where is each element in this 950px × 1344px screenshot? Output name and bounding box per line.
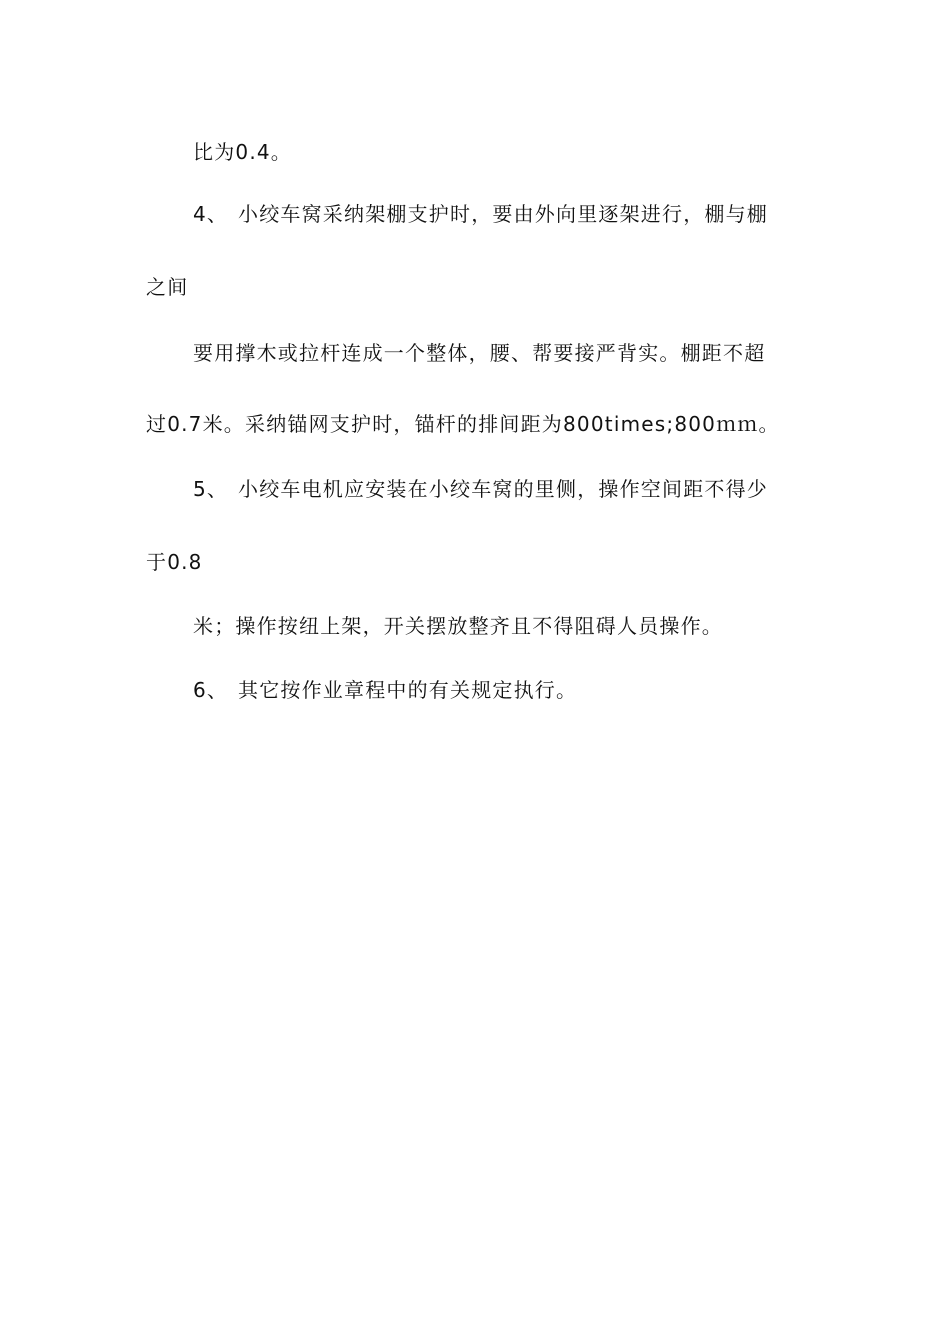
text-line xyxy=(146,549,203,575)
line-text: 过0.7米。采纳锚网支护时，锚杆的排间距为800times;800ｍｍ。 xyxy=(146,412,780,436)
list-item-text: 其它按作业章程中的有关规定执行。 xyxy=(238,678,578,702)
text-line xyxy=(193,613,723,639)
list-item-text: 小绞车窝采纳架棚支护时，要由外向里逐架进行，棚与棚 xyxy=(238,202,768,226)
list-item-6 xyxy=(193,677,577,703)
text-line xyxy=(193,340,765,366)
text-line xyxy=(146,274,188,300)
line-text: 之间 xyxy=(146,275,189,299)
line-text: 米；操作按纽上架，开关摆放整齐且不得阻碍人员操作。 xyxy=(193,614,723,638)
line-text: 于0.8 xyxy=(146,550,203,574)
list-item-5 xyxy=(193,476,768,502)
list-item-number: 5、 xyxy=(193,477,229,501)
line-text: 比为0.4。 xyxy=(193,140,293,164)
list-item-number: 4、 xyxy=(193,202,229,226)
text-line xyxy=(146,411,780,437)
text-line xyxy=(193,139,292,165)
list-item-text: 小绞车电机应安装在小绞车窝的里侧，操作空间距不得少 xyxy=(238,477,768,501)
line-text: 要用撑木或拉杆连成一个整体，腰、帮要接严背实。棚距不超 xyxy=(193,341,766,365)
list-item-number: 6、 xyxy=(193,678,229,702)
list-item-4 xyxy=(193,201,768,227)
